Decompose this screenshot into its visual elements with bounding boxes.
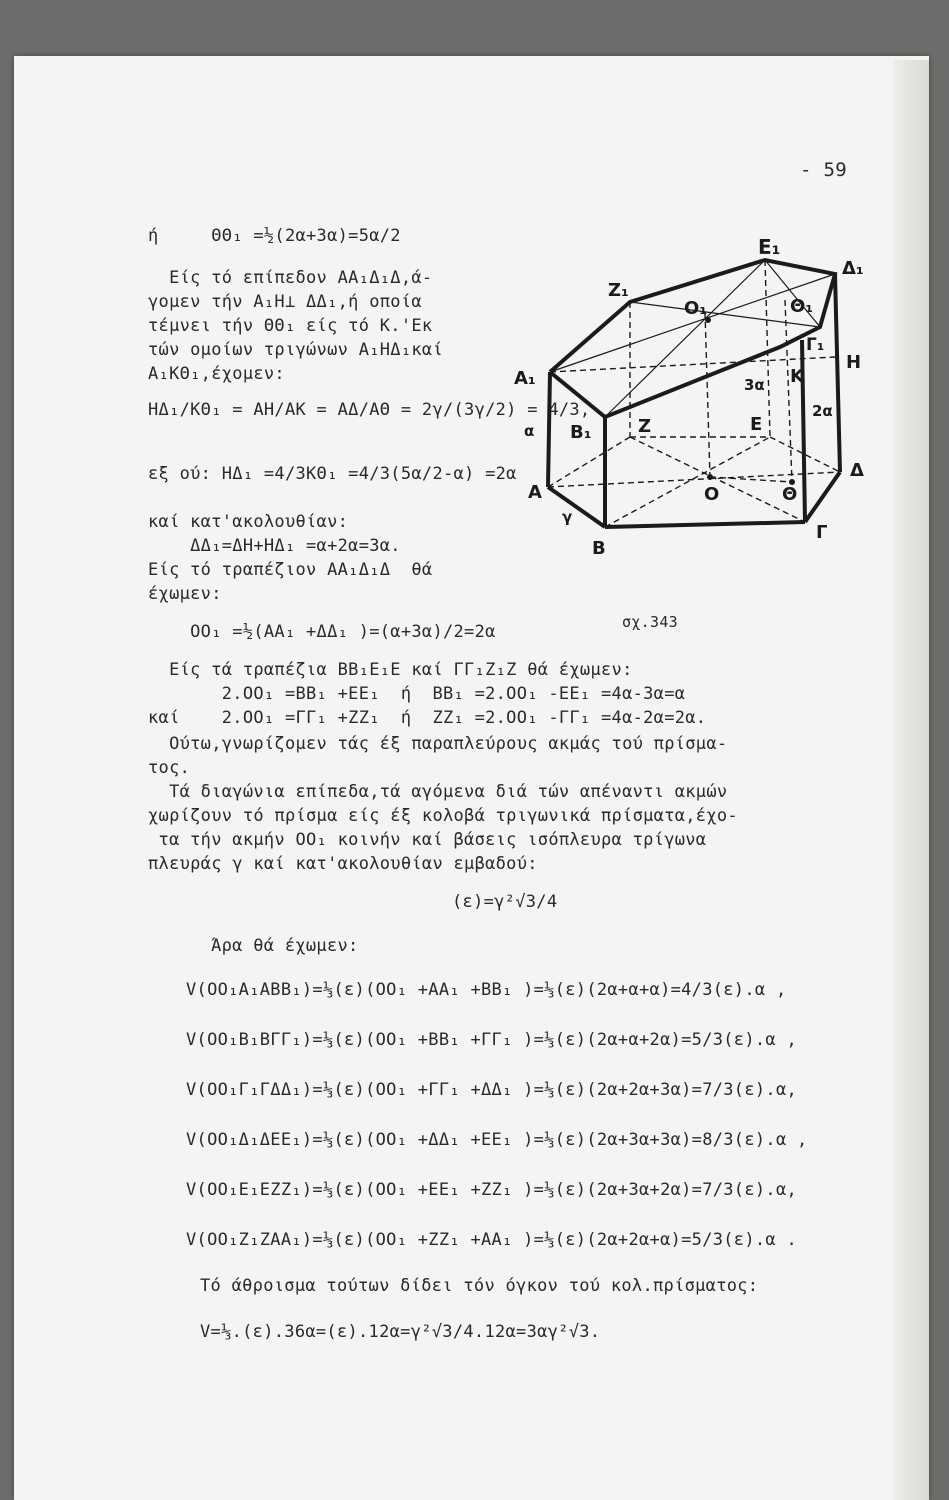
- text-line-18: τος.: [148, 758, 191, 778]
- volume-line-1: V(ΟΟ₁Α₁ΑΒΒ₁)=⅓(ε)(ΟΟ₁ +ΑΑ₁ +ΒΒ₁ )=⅓(ε)(2α+α+α)=4/3(ε).α ,: [186, 980, 787, 1000]
- label-a-bottom: Α: [528, 482, 542, 503]
- label-o: Ο: [704, 484, 720, 505]
- text-line-5: τών ομοίων τριγώνων Α₁ΗΔ₁καί: [148, 340, 443, 360]
- label-3a: 3α: [744, 376, 765, 394]
- text-line-10: ΔΔ₁=ΔΗ+ΗΔ₁ =α+2α=3α.: [148, 536, 401, 556]
- text-line-17: Ούτω,γνωρίζομεν τάς έξ παραπλεύρους ακμάς τού πρίσμα-: [148, 734, 728, 754]
- top-face-edges: [550, 260, 835, 417]
- label-h: Η: [846, 352, 862, 373]
- label-d1: Δ₁: [842, 258, 864, 279]
- text-line-21: τα τήν ακμήν ΟΟ₁ κοινήν καί βάσεις ισόπλευρα τρίγωνα: [148, 830, 707, 850]
- edge-d-d1: [835, 274, 840, 472]
- label-d: Δ: [850, 460, 864, 481]
- label-g-side: γ: [562, 508, 573, 526]
- page-edge: [893, 60, 929, 1500]
- text-line-25: Τό άθροισμα τούτων δίδει τόν όγκον τού κολ.πρίσματος:: [200, 1276, 759, 1296]
- text-line-19: Τά διαγώνια επίπεδα,τά αγόμενα διά τών απέναντι ακμών: [148, 782, 728, 802]
- label-g: Γ: [816, 522, 828, 543]
- volume-line-2: V(ΟΟ₁Β₁ΒΓΓ₁)=⅓(ε)(ΟΟ₁ +ΒΒ₁ +ΓΓ₁ )=⅓(ε)(2α+α+2α)=5/3(ε).α ,: [186, 1030, 798, 1050]
- label-e: Ε: [750, 414, 763, 435]
- text-line-15: 2.ΟΟ₁ =ΒΒ₁ +ΕΕ₁ ή ΒΒ₁ =2.ΟΟ₁ -ΕΕ₁ =4α-3α=α: [148, 684, 686, 704]
- label-e1: Ε₁: [758, 235, 781, 259]
- text-line-20: χωρίζουν τό πρίσμα είς έξ κολοβά τριγωνικά πρίσματα,έχο-: [148, 806, 738, 826]
- text-line-8: εξ ού: ΗΔ₁ =4/3ΚΘ₁ =4/3(5α/2-α) =2α: [148, 464, 517, 484]
- label-b1: Β₁: [570, 422, 592, 443]
- edge-g-d: [805, 472, 840, 522]
- text-line-7: ΗΔ₁/ΚΘ₁ = ΑΗ/ΑΚ = ΑΔ/ΑΘ = 2γ/(3γ/2) = 4/3,: [148, 400, 591, 420]
- text-line-1: ή ΘΘ₁ =½(2α+3α)=5α/2: [148, 226, 401, 246]
- label-b: Β: [592, 538, 606, 559]
- label-o1: Ο₁: [684, 298, 708, 319]
- label-z: Ζ: [638, 416, 652, 437]
- text-line-4: τέμνει τήν ΘΘ₁ είς τό Κ.'Εκ: [148, 316, 433, 336]
- text-line-12: έχωμεν:: [148, 584, 222, 604]
- label-k: Κ: [790, 366, 804, 387]
- label-th1: Θ₁: [790, 296, 814, 317]
- label-2a: 2α: [812, 402, 833, 420]
- text-line-14: Είς τά τραπέζια ΒΒ₁Ε₁Ε καί ΓΓ₁Ζ₁Ζ θά έχωμεν:: [148, 660, 633, 680]
- label-a1: Α₁: [514, 368, 536, 389]
- label-a: α: [524, 422, 535, 440]
- edge-b-g: [605, 522, 805, 527]
- text-line-13: ΟΟ₁ =½(ΑΑ₁ +ΔΔ₁ )=(α+3α)/2=2α: [148, 622, 496, 642]
- text-line-6: Α₁ΚΘ₁,έχομεν:: [148, 364, 285, 384]
- text-line-9: καί κατ'ακολουθίαν:: [148, 512, 349, 532]
- volume-line-4: V(ΟΟ₁Δ₁ΔΕΕ₁)=⅓(ε)(ΟΟ₁ +ΔΔ₁ +ΕΕ₁ )=⅓(ε)(2α+3α+3α)=8/3(ε).α ,: [186, 1130, 808, 1150]
- label-z1: Ζ₁: [608, 280, 629, 301]
- text-line-2: Είς τό επίπεδον ΑΑ₁Δ₁Δ,ά-: [148, 268, 433, 288]
- edge-a1-a: [548, 372, 550, 487]
- label-g1: Γ₁: [806, 335, 825, 355]
- volume-line-3: V(ΟΟ₁Γ₁ΓΔΔ₁)=⅓(ε)(ΟΟ₁ +ΓΓ₁ +ΔΔ₁ )=⅓(ε)(2α+2α+3α)=7/3(ε).α,: [186, 1080, 798, 1100]
- prism-figure: [514, 232, 880, 562]
- volume-line-6: V(ΟΟ₁Ζ₁ΖΑΑ₁)=⅓(ε)(ΟΟ₁ +ΖΖ₁ +ΑΑ₁ )=⅓(ε)(2α+2α+α)=5/3(ε).α .: [186, 1230, 798, 1250]
- volume-line-5: V(ΟΟ₁Ε₁ΕΖΖ₁)=⅓(ε)(ΟΟ₁ +ΕΕ₁ +ΖΖ₁ )=⅓(ε)(2α+3α+2α)=7/3(ε).α,: [186, 1180, 798, 1200]
- page-number: - 59: [800, 159, 847, 181]
- text-line-22: πλευράς γ καί κατ'ακολουθίαν εμβαδού:: [148, 854, 538, 874]
- area-formula: (ε)=γ²√3/4: [452, 892, 558, 912]
- edge-a-b: [548, 487, 605, 527]
- text-line-16: καί 2.ΟΟ₁ =ΓΓ₁ +ΖΖ₁ ή ΖΖ₁ =2.ΟΟ₁ -ΓΓ₁ =4α-2α=2α.: [148, 708, 707, 728]
- text-line-11: Είς τό τραπέζιον ΑΑ₁Δ₁Δ θά: [148, 560, 433, 580]
- label-th: Θ: [782, 484, 798, 505]
- text-line-26: V=⅓.(ε).36α=(ε).12α=γ²√3/4.12α=3αγ²√3.: [200, 1322, 601, 1342]
- figure-caption: σχ.343: [622, 613, 678, 631]
- text-line-24: Άρα θά έχωμεν:: [190, 936, 359, 956]
- text-line-3: γομεν τήν Α₁Η⊥ ΔΔ₁,ή οποία: [148, 292, 422, 312]
